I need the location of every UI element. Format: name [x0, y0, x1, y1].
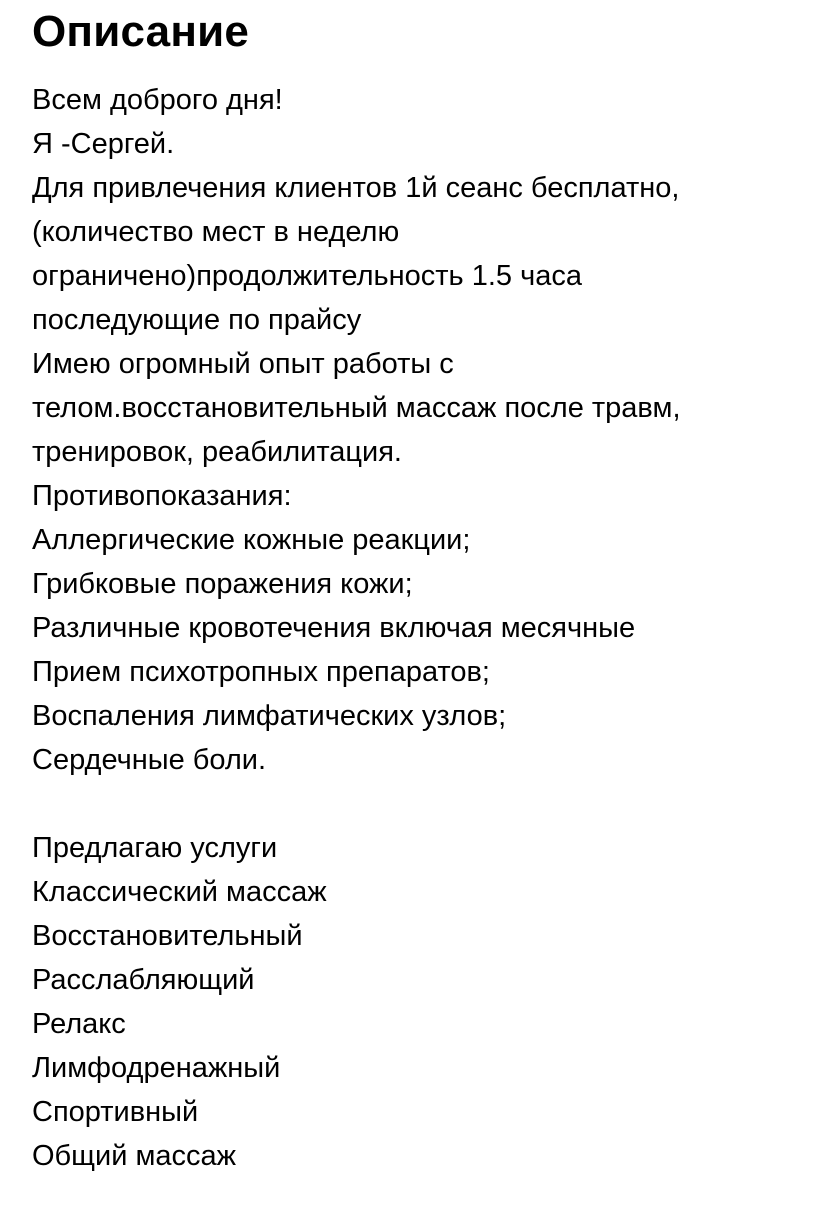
contraindications-heading: Противопоказания:: [32, 480, 292, 512]
service-item: Классический массаж: [32, 876, 327, 908]
description-line: Для привлечения клиентов 1й сеанс бесплатно,: [32, 172, 680, 204]
service-item: Релакс: [32, 1008, 126, 1040]
contraindication-item: Воспаления лимфатических узлов;: [32, 700, 507, 732]
contraindication-item: Различные кровотечения включая месячные: [32, 612, 636, 644]
description-section: [32, 0, 812, 1178]
description-line: телом.восстановительный массаж после травм,: [32, 392, 681, 424]
blank-line: [32, 782, 812, 826]
description-line: (количество мест в неделю: [32, 216, 400, 248]
service-item: Восстановительный: [32, 920, 303, 952]
service-item: Лимфодренажный: [32, 1052, 281, 1084]
description-line: ограничено)продолжительность 1.5 часа: [32, 260, 582, 292]
description-line: последующие по прайсу: [32, 304, 362, 336]
description-line: Имею огромный опыт работы с: [32, 348, 454, 380]
service-item: Расслабляющий: [32, 964, 255, 996]
description-line: тренировок, реабилитация.: [32, 436, 402, 468]
service-item: Спортивный: [32, 1096, 199, 1128]
contraindication-item: Аллергические кожные реакции;: [32, 524, 471, 556]
description-line: Я -Сергей.: [32, 128, 175, 160]
service-item: Общий массаж: [32, 1140, 237, 1172]
contraindication-item: Прием психотропных препаратов;: [32, 656, 490, 688]
contraindication-item: Сердечные боли.: [32, 744, 267, 776]
services-heading: Предлагаю услуги: [32, 832, 278, 864]
description-text: [32, 78, 812, 1178]
description-line: Всем доброго дня!: [32, 84, 283, 116]
section-title: Описание: [32, 7, 250, 56]
contraindication-item: Грибковые поражения кожи;: [32, 568, 413, 600]
